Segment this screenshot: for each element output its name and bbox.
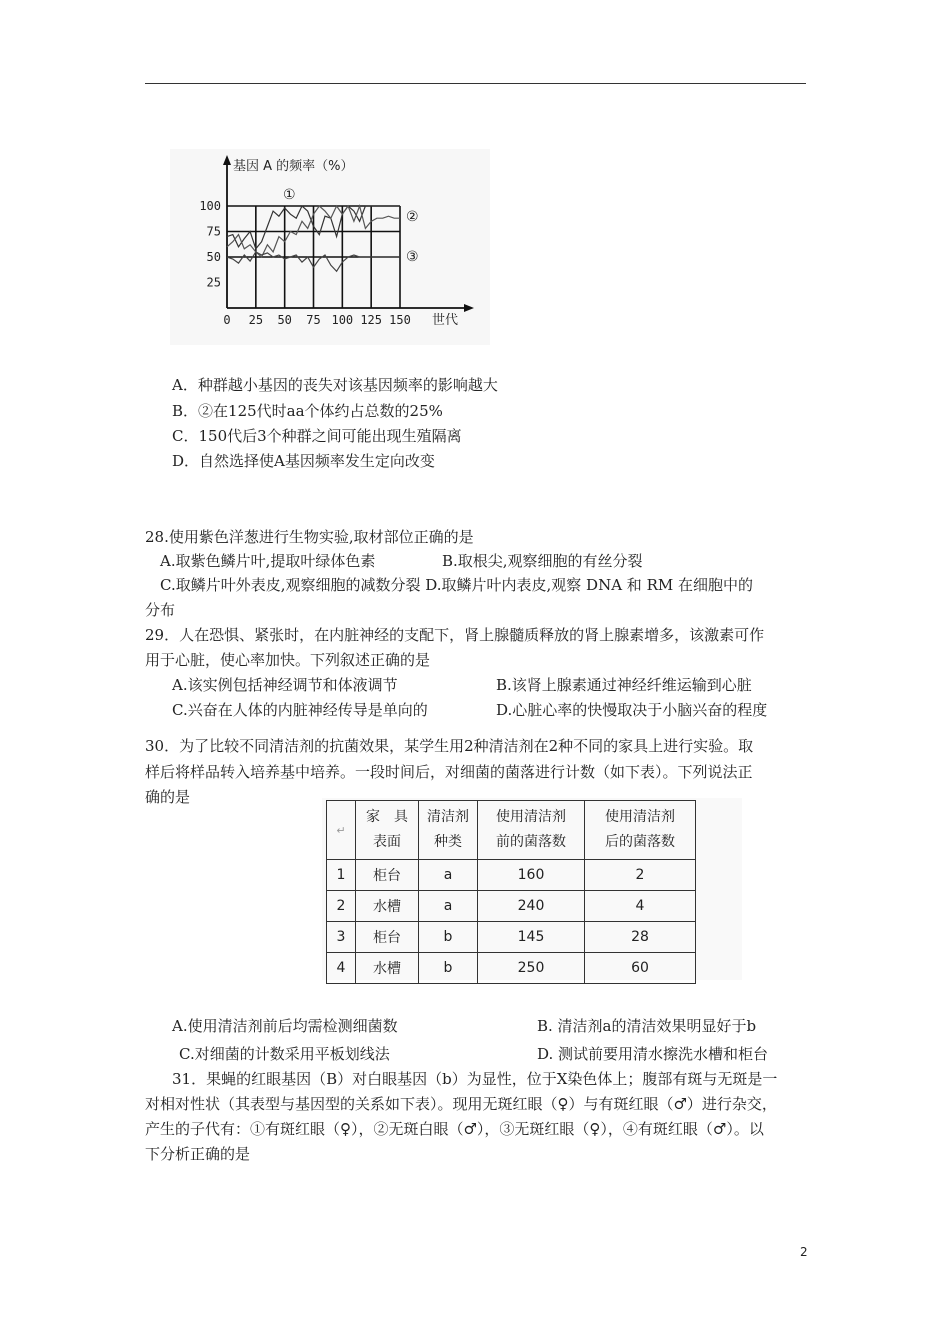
q28-stem: 28.使用紫色洋葱进行生物实验,取材部位正确的是 — [145, 528, 474, 546]
q29-option-d: D.心脏心率的快慢取决于小脑兴奋的程度 — [496, 701, 768, 719]
table-header-surface: 家 具 表面 — [356, 801, 419, 860]
table-cell-agent: b — [419, 953, 478, 984]
table-cell-before: 160 — [478, 860, 585, 891]
x-axis-arrow — [464, 304, 474, 312]
q31-line-2: 对相对性状（其表型与基因型的关系如下表）。现用无斑红眼（♀）与有斑红眼（♂）进行杂交， — [145, 1095, 777, 1113]
q29-option-a: A.该实例包括神经调节和体液调节 — [172, 676, 398, 694]
header-rule — [145, 83, 806, 84]
chart-svg — [170, 149, 490, 345]
q28-option-cd: C.取鳞片叶外表皮,观察细胞的减数分裂 D.取鳞片叶内表皮,观察 DNA 和 RM 在细胞中的 — [160, 576, 753, 594]
q28-option-cd-cont: 分布 — [145, 601, 176, 619]
y-tick-label: 100 — [199, 199, 221, 213]
table-cell-no: 1 — [327, 860, 356, 891]
y-tick-label: 75 — [206, 224, 221, 239]
table-cell-agent: b — [419, 922, 478, 953]
table-cell-agent: a — [419, 891, 478, 922]
q27-option-b: B．②在125代时aa个体约占总数的25% — [172, 402, 443, 420]
table-cell-after: 60 — [585, 953, 696, 984]
table-cell-no: 4 — [327, 953, 356, 984]
table-cell-before: 145 — [478, 922, 585, 953]
table-row — [327, 922, 696, 953]
q30-option-a: A.使用清洁剂前后均需检测细菌数 — [172, 1017, 398, 1035]
page-number: 2 — [800, 1245, 808, 1259]
y-tick-label: 50 — [206, 250, 221, 264]
table-cell-agent: a — [419, 860, 478, 891]
table-header-after: 使用清洁剂 后的菌落数 — [585, 801, 696, 860]
x-tick-label: 100 — [331, 313, 354, 327]
table-cell-after: 2 — [585, 860, 696, 891]
q31-line-1: 31．果蝇的红眼基因（B）对白眼基因（b）为显性，位于X染色体上；腹部有斑与无斑是一 — [172, 1070, 778, 1088]
x-tick-label: 0 — [223, 313, 231, 327]
table-cell-surface: 水槽 — [356, 891, 419, 922]
x-tick-label: 50 — [277, 313, 292, 327]
x-tick-label: 75 — [306, 313, 321, 327]
q30-stem-3: 确的是 — [145, 788, 191, 806]
q30-option-c: C.对细菌的计数采用平板划线法 — [179, 1045, 390, 1063]
x-tick-label: 125 — [360, 313, 383, 327]
gene-frequency-chart — [170, 149, 490, 345]
q31-line-3: 产生的子代有：①有斑红眼（♀），②无斑白眼（♂），③无斑红眼（♀），④有斑红眼（♂）。以 — [145, 1120, 764, 1138]
table-cell-no: 3 — [327, 922, 356, 953]
table-cell-surface: 柜台 — [356, 922, 419, 953]
q30-stem-2: 样后将样品转入培养基中培养。一段时间后，对细菌的菌落进行计数（如下表）。下列说法正 — [145, 763, 753, 781]
bacteria-table — [326, 800, 696, 984]
q28-option-a: A.取紫色鳞片叶,提取叶绿体色素 — [160, 552, 376, 570]
q29-stem-2: 用于心脏，使心率加快。下列叙述正确的是 — [145, 651, 431, 669]
chart-title: 基因 A 的频率（%） — [233, 159, 354, 174]
table-cell-after: 4 — [585, 891, 696, 922]
q30-option-b: B. 清洁剂a的清洁效果明显好于b — [537, 1017, 757, 1035]
q30-option-d: D. 测试前要用清水擦洗水槽和柜台 — [537, 1045, 769, 1063]
q29-option-c: C.兴奋在人体的内脏神经传导是单向的 — [172, 701, 428, 719]
curve-label: ① — [283, 187, 296, 203]
q29-option-b: B.该肾上腺素通过神经纤维运输到心脏 — [496, 676, 752, 694]
curve-label: ② — [406, 209, 419, 225]
table-cell-before: 250 — [478, 953, 585, 984]
table-cell-no: 2 — [327, 891, 356, 922]
q28-option-b: B.取根尖,观察细胞的有丝分裂 — [442, 552, 643, 570]
q31-line-4: 下分析正确的是 — [145, 1145, 251, 1163]
table-cell-surface: 柜台 — [356, 860, 419, 891]
x-tick-label: 25 — [248, 313, 264, 327]
q27-option-d: D．自然选择使A基因频率发生定向改变 — [172, 452, 435, 470]
table-cell-surface: 水槽 — [356, 953, 419, 984]
table-cell-before: 240 — [478, 891, 585, 922]
table-row — [327, 860, 696, 891]
table-row — [327, 891, 696, 922]
table-header-before: 使用清洁剂 前的菌落数 — [478, 801, 585, 860]
q27-option-c: C．150代后3个种群之间可能出现生殖隔离 — [172, 427, 462, 445]
table-header-agent: 清洁剂 种类 — [419, 801, 478, 860]
table-row — [327, 953, 696, 984]
q27-option-a: A．种群越小基因的丧失对该基因频率的影响越大 — [172, 376, 498, 394]
curve-label: ③ — [406, 249, 419, 265]
y-tick-label: 25 — [206, 275, 221, 290]
bacteria-table-wrapper — [322, 798, 742, 980]
table-cell-after: 28 — [585, 922, 696, 953]
table-header-row — [327, 801, 696, 860]
x-axis-label: 世代 — [432, 313, 459, 328]
table-header-index: ↵ — [327, 801, 356, 860]
x-tick-label: 150 — [389, 313, 411, 327]
q30-stem-1: 30．为了比较不同清洁剂的抗菌效果，某学生用2种清洁剂在2种不同的家具上进行实验。取 — [145, 737, 754, 755]
q29-stem-1: 29．人在恐惧、紧张时，在内脏神经的支配下，肾上腺髓质释放的肾上腺素增多，该激素可作 — [145, 626, 765, 644]
y-axis-arrow — [223, 155, 231, 165]
